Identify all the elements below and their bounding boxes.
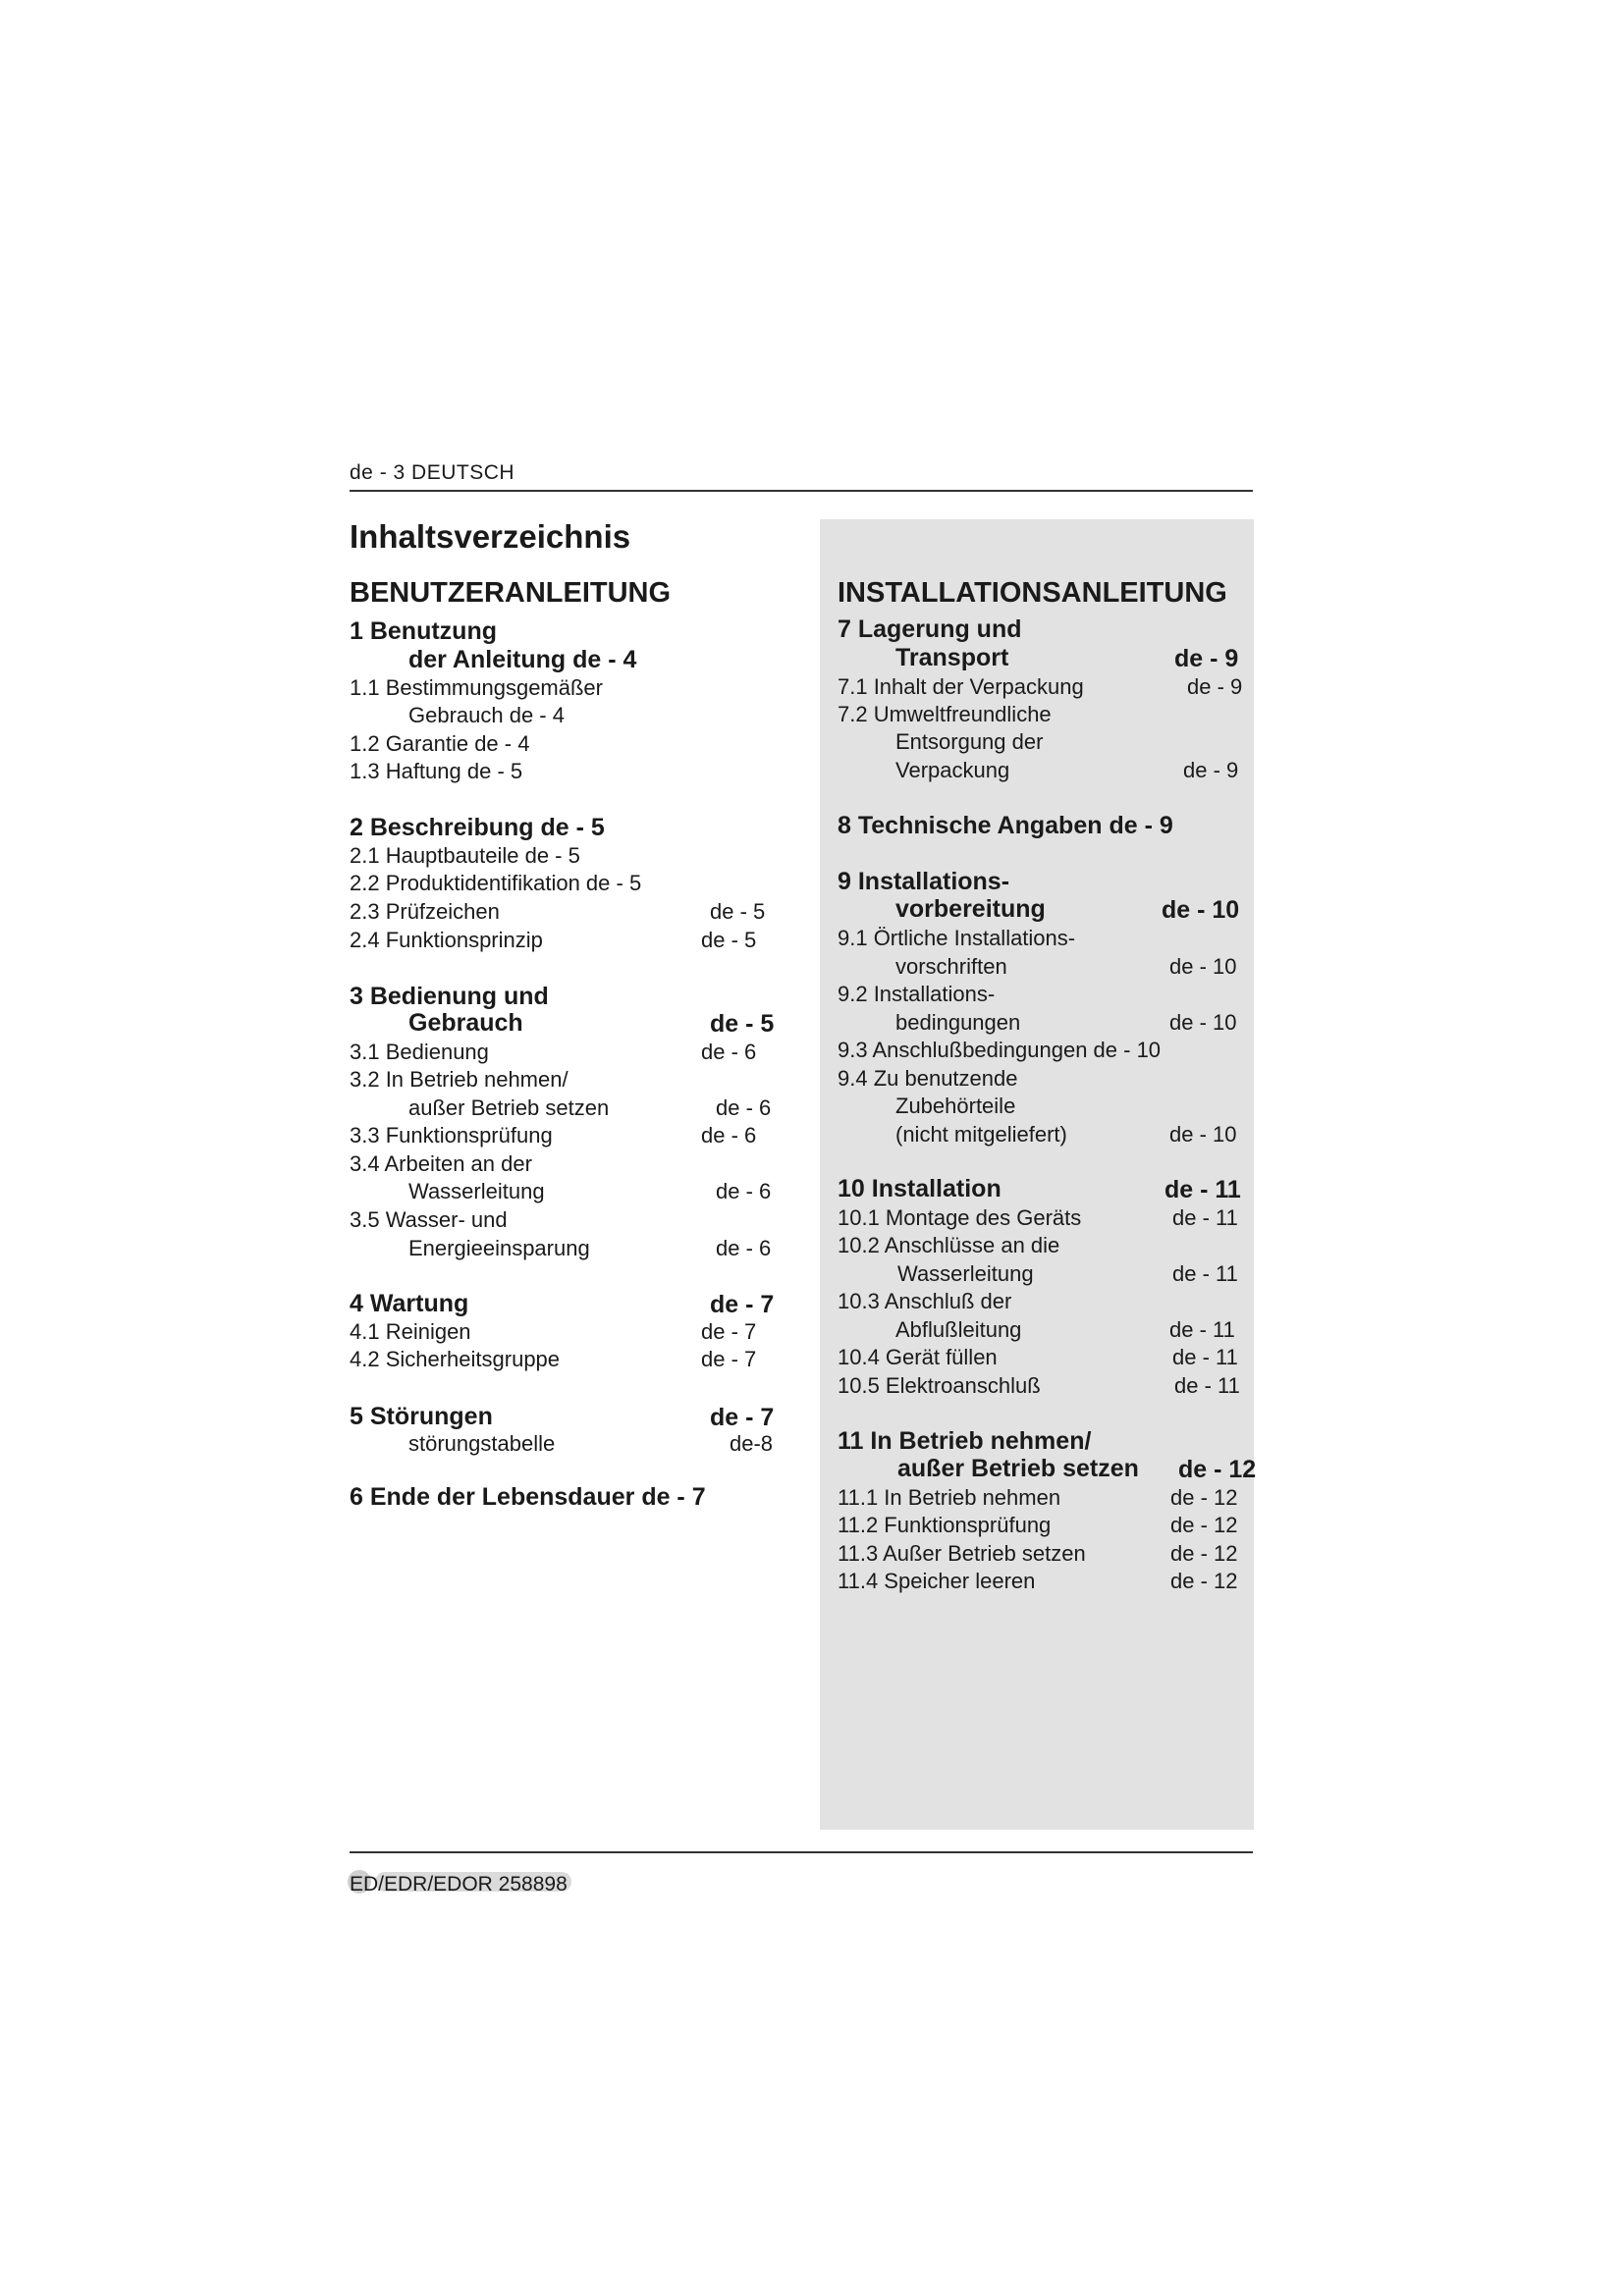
toc-entry: 7 Lagerung und (838, 615, 1022, 643)
toc-entry: 3.1 Bedienung (350, 1040, 489, 1064)
toc-entry: 3.2 In Betrieb nehmen/ (350, 1067, 568, 1092)
toc-page-ref: de - 11 (1164, 1176, 1241, 1203)
toc-entry: 3 Bedienung und (350, 983, 549, 1010)
toc-entry: 3.4 Arbeiten an der (350, 1151, 532, 1176)
toc-entry: Energieeinsparung (408, 1236, 590, 1260)
toc-page-ref: de - 6 (701, 1123, 757, 1148)
toc-entry: 9.2 Installations- (838, 982, 996, 1006)
toc-entry: 11 In Betrieb nehmen/ (838, 1427, 1092, 1455)
toc-page-ref: de - 6 (716, 1179, 772, 1203)
toc-entry: 3.3 Funktionsprüfung (350, 1123, 553, 1148)
toc-page-ref: de - 6 (716, 1095, 772, 1120)
toc-entry: außer Betrieb setzen (408, 1095, 610, 1120)
toc-page-ref: de - 12 (1170, 1569, 1238, 1593)
toc-entry: störungstabelle (408, 1431, 556, 1456)
toc-page-ref: de - 10 (1162, 896, 1240, 924)
toc-entry: 5 Störungen (350, 1403, 493, 1430)
toc-entry: 2.4 Funktionsprinzip (350, 928, 543, 952)
toc-entry: Abflußleitung (895, 1317, 1022, 1342)
toc-entry: 1.1 Bestimmungsgemäßer (350, 675, 603, 700)
toc-entry: 10.1 Montage des Geräts (838, 1205, 1082, 1230)
toc-page-ref: de - 9 (1187, 674, 1243, 699)
toc-entry: 2.2 Produktidentifikation de - 5 (350, 871, 642, 895)
toc-entry: 8 Technische Angaben de - 9 (838, 812, 1173, 839)
toc-entry: Verpackung (895, 758, 1010, 782)
toc-page-ref: de-8 (730, 1431, 774, 1456)
toc-page-ref: de - 12 (1178, 1456, 1257, 1483)
toc-entry: 1 Benutzung (350, 617, 497, 645)
toc-entry: 11.2 Funktionsprüfung (838, 1513, 1052, 1537)
toc-page-ref: de - 10 (1169, 1122, 1237, 1147)
toc-entry: der Anleitung de - 4 (408, 646, 637, 673)
toc-entry: 4.2 Sicherheitsgruppe (350, 1347, 561, 1371)
section-benutzer: BENUTZERANLEITUNG (350, 577, 672, 609)
toc-page-ref: de - 5 (710, 1010, 775, 1038)
toc-entry: 11.1 In Betrieb nehmen (838, 1485, 1061, 1510)
toc-page-ref: de - 7 (710, 1404, 775, 1431)
toc-page-ref: de - 12 (1170, 1541, 1238, 1566)
toc-entry: 10.4 Gerät füllen (838, 1345, 998, 1369)
toc-entry: 1.2 Garantie de - 4 (350, 731, 530, 756)
toc-entry: 11.4 Speicher leeren (838, 1569, 1036, 1593)
toc-entry: Zubehörteile (895, 1094, 1016, 1118)
page-title: Inhaltsverzeichnis (350, 518, 631, 555)
toc-page-ref: de - 7 (701, 1347, 757, 1371)
toc-entry: Transport (895, 644, 1009, 671)
toc-entry: 9 Installations- (838, 868, 1010, 895)
toc-entry: 2 Beschreibung de - 5 (350, 814, 605, 841)
section-installation: INSTALLATIONSANLEITUNG (838, 577, 1227, 609)
toc-entry: Wasserleitung (408, 1179, 545, 1203)
toc-entry: 4.1 Reinigen (350, 1319, 471, 1344)
toc-entry: 7.2 Umweltfreundliche (838, 702, 1052, 726)
toc-entry: Gebrauch (408, 1009, 523, 1037)
toc-entry: 2.3 Prüfzeichen (350, 899, 500, 924)
toc-page-ref: de - 10 (1169, 954, 1237, 979)
toc-entry: 10.5 Elektroanschluß (838, 1373, 1041, 1398)
toc-entry: vorbereitung (895, 895, 1046, 923)
toc-entry: 6 Ende der Lebensdauer de - 7 (350, 1483, 706, 1511)
toc-entry: 1.3 Haftung de - 5 (350, 759, 523, 783)
toc-page-ref: de - 5 (701, 928, 757, 952)
toc-page-ref: de - 7 (701, 1319, 757, 1344)
toc-page-ref: de - 12 (1170, 1513, 1238, 1537)
toc-page-ref: de - 9 (1183, 758, 1239, 782)
toc-page-ref: de - 11 (1172, 1205, 1238, 1230)
toc-page-ref: de - 11 (1174, 1373, 1240, 1398)
toc-entry: Gebrauch de - 4 (408, 703, 565, 727)
toc-entry: 2.1 Hauptbauteile de - 5 (350, 843, 580, 868)
toc-entry: 4 Wartung (350, 1290, 469, 1317)
toc-entry: 10.2 Anschlüsse an die (838, 1233, 1060, 1257)
toc-page-ref: de - 11 (1169, 1317, 1235, 1342)
header-rule (350, 490, 1253, 492)
toc-entry: 11.3 Außer Betrieb setzen (838, 1541, 1086, 1566)
toc-page-ref: de - 11 (1172, 1345, 1238, 1369)
toc-entry: 9.1 Örtliche Installations- (838, 926, 1076, 950)
toc-page-ref: de - 9 (1174, 645, 1239, 672)
toc-entry: 9.3 Anschlußbedingungen de - 10 (838, 1038, 1162, 1062)
footer-code: ED/EDR/EDOR 258898 (350, 1873, 568, 1896)
toc-page-ref: de - 7 (710, 1291, 775, 1318)
toc-entry: Entsorgung der (895, 729, 1044, 754)
toc-entry: 9.4 Zu benutzende (838, 1066, 1018, 1091)
toc-entry: 10 Installation (838, 1175, 1001, 1202)
toc-entry: 7.1 Inhalt der Verpackung (838, 674, 1084, 699)
toc-entry: vorschriften (895, 954, 1007, 979)
toc-entry: außer Betrieb setzen (897, 1455, 1139, 1482)
page-header: de - 3 DEUTSCH (350, 461, 515, 484)
toc-page-ref: de - 5 (710, 899, 766, 924)
toc-page-ref: de - 11 (1172, 1261, 1238, 1286)
toc-page-ref: de - 6 (701, 1040, 757, 1064)
toc-entry: 3.5 Wasser- und (350, 1207, 508, 1232)
toc-entry: Wasserleitung (897, 1261, 1034, 1286)
footer-rule (350, 1851, 1253, 1853)
toc-page-ref: de - 6 (716, 1236, 772, 1260)
toc-page-ref: de - 12 (1170, 1485, 1238, 1510)
toc-entry: 10.3 Anschluß der (838, 1289, 1012, 1313)
toc-entry: (nicht mitgeliefert) (895, 1122, 1067, 1147)
toc-entry: bedingungen (895, 1010, 1021, 1035)
toc-page-ref: de - 10 (1169, 1010, 1237, 1035)
